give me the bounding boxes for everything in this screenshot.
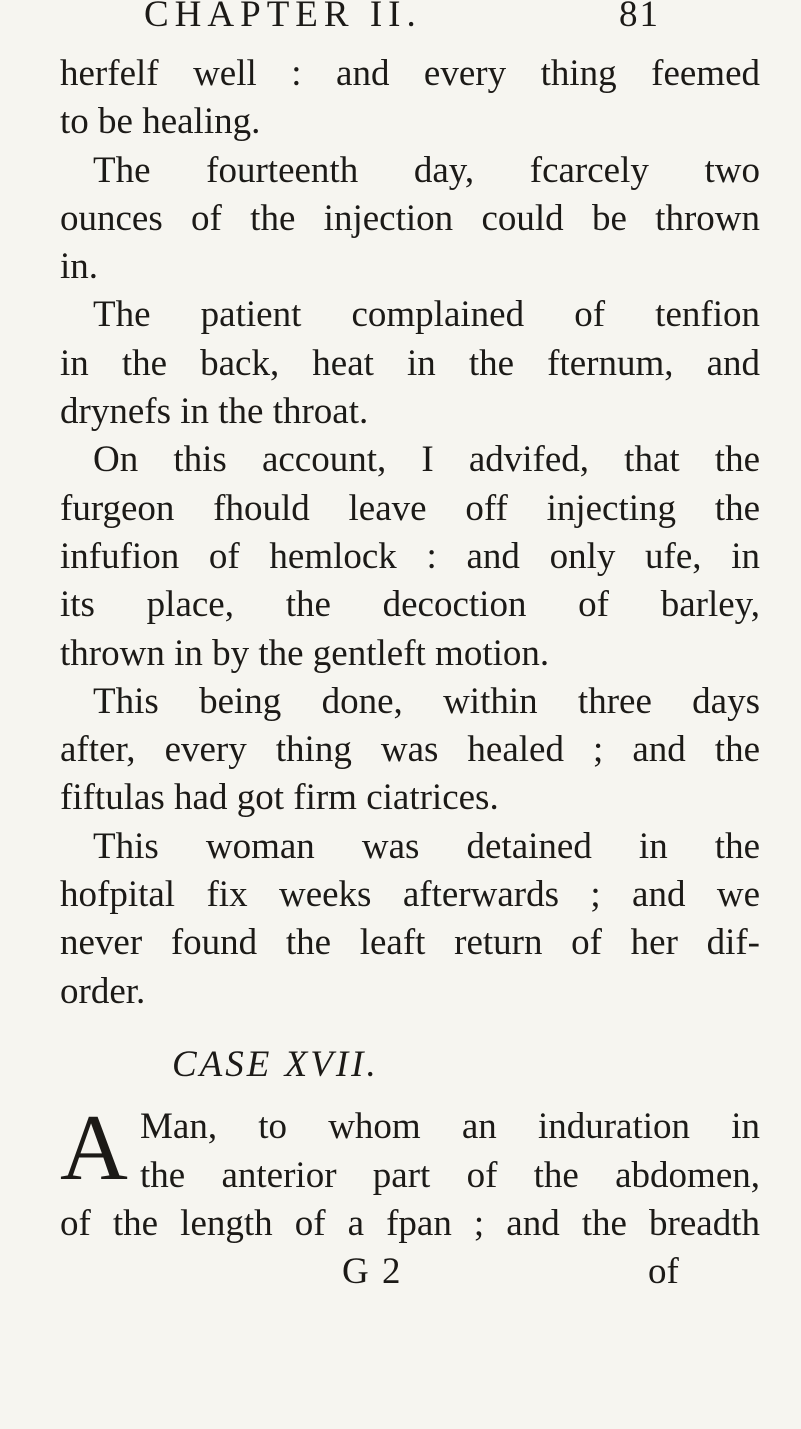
text-line: This woman was detained in the [93, 825, 760, 867]
text-line: never found the leaft return of her dif- [60, 922, 760, 964]
text-line: ounces of the injection could be thrown [60, 197, 760, 239]
case-second-line [60, 1152, 760, 1200]
text-line: fiftulas had got firm ciatrices. [60, 777, 499, 819]
text-line: herfelf well : and every thing feemed [60, 53, 760, 94]
case-third-line: of the length of a fpan ; and the breadth [60, 1202, 760, 1244]
text-line: in the back, heat in the fternum, and [60, 342, 760, 384]
text-line: drynefs in the throat. [60, 391, 369, 433]
body-text [60, 50, 760, 1296]
text-line: The fourteenth day, fcarcely two [93, 149, 760, 191]
signature-mark: G 2 [342, 1251, 403, 1293]
chapter-title: CHAPTER II. [144, 0, 422, 35]
text-line: order. [60, 970, 146, 1012]
text-line: On this account, I advifed, that the [93, 439, 760, 481]
catchword: of [648, 1251, 679, 1293]
page-footer [60, 1248, 760, 1296]
page-number: 81 [619, 0, 660, 35]
text-line: in. [60, 246, 99, 288]
text-line: hofpital fix weeks afterwards ; and we [60, 874, 760, 916]
text-line: after, every thing was healed ; and the [60, 729, 760, 771]
text-line: The patient complained of tenfion [93, 294, 760, 336]
text-line: its place, the decoction of barley, [60, 584, 760, 626]
case-heading: CASE XVII. [172, 1043, 379, 1085]
text-line: thrown in by the gentleft motion. [60, 632, 550, 674]
text-line: This being done, within three days [93, 680, 760, 722]
text-line: infufion of hemlock : and only ufe, in [60, 535, 760, 577]
text-line: furgeon fhould leave off injecting the [60, 487, 760, 529]
text-line: to be healing. [60, 101, 261, 143]
running-head [144, 0, 664, 42]
case-line-2: the anterior part of the abdomen, [140, 1154, 760, 1196]
case-line-1: Man, to whom an induration in [140, 1106, 760, 1148]
drop-cap: A [60, 1096, 128, 1201]
